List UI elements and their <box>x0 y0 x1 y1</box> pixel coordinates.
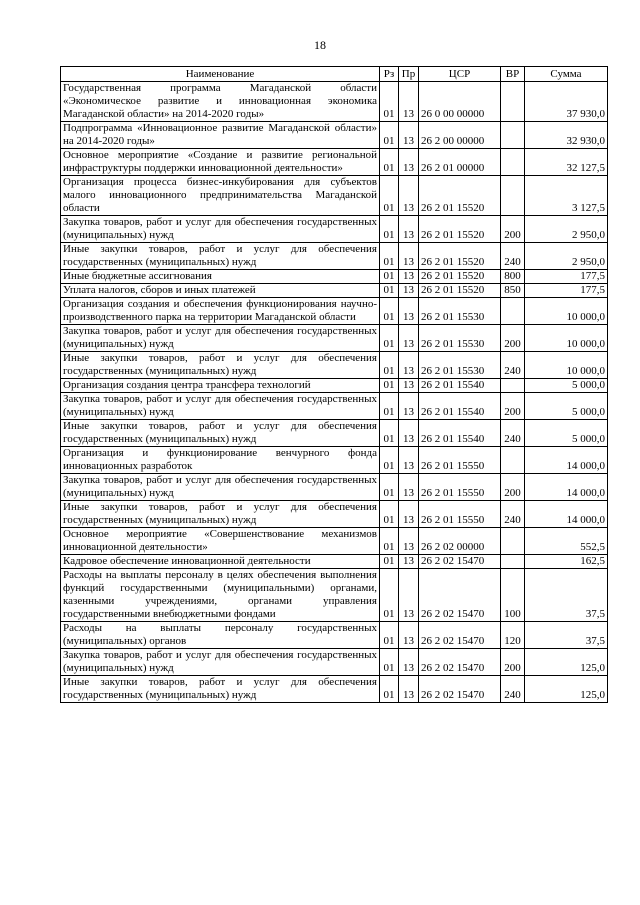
row-csr-cell: 26 2 02 15470 <box>419 676 501 703</box>
table-row <box>61 528 608 555</box>
row-sum-cell: 37 930,0 <box>525 82 608 122</box>
row-vr-cell: 800 <box>501 270 525 284</box>
row-name-cell: Иные закупки товаров, работ и услуг для обеспечения государственных (муниципальных) нужд <box>61 243 380 270</box>
row-csr-cell: 26 2 01 15520 <box>419 176 501 216</box>
row-sum-cell: 125,0 <box>525 649 608 676</box>
row-name-cell: Организация создания центра трансфера технологий <box>61 379 380 393</box>
row-vr-cell: 200 <box>501 325 525 352</box>
row-sum-cell: 10 000,0 <box>525 298 608 325</box>
row-csr-cell: 26 2 01 15550 <box>419 474 501 501</box>
table-row <box>61 122 608 149</box>
row-sum-cell: 162,5 <box>525 555 608 569</box>
row-vr-cell: 850 <box>501 284 525 298</box>
row-name-cell: Организация создания и обеспечения функционирования научно-производственного парка на территории Магаданской области <box>61 298 380 325</box>
row-pr-cell: 13 <box>399 352 419 379</box>
row-pr-cell: 13 <box>399 649 419 676</box>
row-name-cell: Иные закупки товаров, работ и услуг для обеспечения государственных (муниципальных) нужд <box>61 352 380 379</box>
row-pr-cell: 13 <box>399 528 419 555</box>
row-name-cell: Закупка товаров, работ и услуг для обеспечения государственных (муниципальных) нужд <box>61 325 380 352</box>
table-row <box>61 284 608 298</box>
table-row <box>61 569 608 622</box>
row-vr-cell <box>501 149 525 176</box>
table-row <box>61 447 608 474</box>
row-name-cell: Иные закупки товаров, работ и услуг для обеспечения государственных (муниципальных) нужд <box>61 501 380 528</box>
row-name-cell: Закупка товаров, работ и услуг для обеспечения государственных (муниципальных) нужд <box>61 393 380 420</box>
row-pr-cell: 13 <box>399 82 419 122</box>
row-name-cell: Закупка товаров, работ и услуг для обеспечения государственных (муниципальных) нужд <box>61 216 380 243</box>
row-name-cell: Организация процесса бизнес-инкубирования для субъектов малого инновационного предпринимательства Магаданской области <box>61 176 380 216</box>
row-csr-cell: 26 2 02 15470 <box>419 649 501 676</box>
row-csr-cell: 26 2 02 15470 <box>419 622 501 649</box>
row-pr-cell: 13 <box>399 325 419 352</box>
row-csr-cell: 26 2 01 15540 <box>419 420 501 447</box>
row-pr-cell: 13 <box>399 447 419 474</box>
row-name-cell: Организация и функционирование венчурного фонда инновационных разработок <box>61 447 380 474</box>
row-rz-cell: 01 <box>380 325 399 352</box>
row-name-cell: Иные закупки товаров, работ и услуг для обеспечения государственных (муниципальных) нужд <box>61 676 380 703</box>
row-rz-cell: 01 <box>380 379 399 393</box>
row-csr-cell: 26 2 01 15550 <box>419 447 501 474</box>
row-csr-cell: 26 2 01 15520 <box>419 284 501 298</box>
row-rz-cell: 01 <box>380 420 399 447</box>
row-sum-cell: 14 000,0 <box>525 501 608 528</box>
row-csr-cell: 26 2 01 15530 <box>419 298 501 325</box>
column-header-name: Наименование <box>61 67 380 82</box>
row-vr-cell <box>501 555 525 569</box>
table-row <box>61 474 608 501</box>
row-rz-cell: 01 <box>380 298 399 325</box>
row-sum-cell: 14 000,0 <box>525 447 608 474</box>
row-vr-cell: 200 <box>501 216 525 243</box>
row-name-cell: Иные закупки товаров, работ и услуг для обеспечения государственных (муниципальных) нужд <box>61 420 380 447</box>
row-csr-cell: 26 2 01 15520 <box>419 243 501 270</box>
row-vr-cell <box>501 122 525 149</box>
row-csr-cell: 26 2 01 15540 <box>419 393 501 420</box>
row-name-cell: Государственная программа Магаданской области «Экономическое развитие и инновационная экономика Магаданской области» на 2014-2020 годы» <box>61 82 380 122</box>
table-body <box>61 82 608 703</box>
row-name-cell: Расходы на выплаты персоналу государственных (муниципальных) органов <box>61 622 380 649</box>
row-rz-cell: 01 <box>380 82 399 122</box>
row-csr-cell: 26 0 00 00000 <box>419 82 501 122</box>
row-sum-cell: 2 950,0 <box>525 216 608 243</box>
row-name-cell: Иные бюджетные ассигнования <box>61 270 380 284</box>
row-vr-cell <box>501 176 525 216</box>
row-sum-cell: 5 000,0 <box>525 420 608 447</box>
row-pr-cell: 13 <box>399 393 419 420</box>
row-pr-cell: 13 <box>399 216 419 243</box>
row-vr-cell: 200 <box>501 649 525 676</box>
row-vr-cell: 240 <box>501 243 525 270</box>
column-header-sum: Сумма <box>525 67 608 82</box>
row-rz-cell: 01 <box>380 243 399 270</box>
budget-table <box>60 66 608 703</box>
table-row <box>61 270 608 284</box>
row-csr-cell: 26 2 00 00000 <box>419 122 501 149</box>
row-vr-cell <box>501 447 525 474</box>
row-sum-cell: 3 127,5 <box>525 176 608 216</box>
table-row <box>61 298 608 325</box>
row-vr-cell: 200 <box>501 474 525 501</box>
row-pr-cell: 13 <box>399 284 419 298</box>
row-sum-cell: 37,5 <box>525 569 608 622</box>
row-rz-cell: 01 <box>380 352 399 379</box>
row-rz-cell: 01 <box>380 501 399 528</box>
row-rz-cell: 01 <box>380 528 399 555</box>
row-sum-cell: 5 000,0 <box>525 393 608 420</box>
row-pr-cell: 13 <box>399 122 419 149</box>
row-csr-cell: 26 2 02 15470 <box>419 569 501 622</box>
table-row <box>61 420 608 447</box>
row-rz-cell: 01 <box>380 149 399 176</box>
row-pr-cell: 13 <box>399 176 419 216</box>
column-header-rz: Рз <box>380 67 399 82</box>
row-sum-cell: 177,5 <box>525 284 608 298</box>
row-csr-cell: 26 2 01 15540 <box>419 379 501 393</box>
row-pr-cell: 13 <box>399 243 419 270</box>
table-row <box>61 149 608 176</box>
table-row <box>61 82 608 122</box>
row-vr-cell <box>501 298 525 325</box>
row-pr-cell: 13 <box>399 569 419 622</box>
row-sum-cell: 177,5 <box>525 270 608 284</box>
table-row <box>61 676 608 703</box>
row-csr-cell: 26 2 01 15520 <box>419 270 501 284</box>
row-name-cell: Закупка товаров, работ и услуг для обеспечения государственных (муниципальных) нужд <box>61 649 380 676</box>
table-row <box>61 393 608 420</box>
row-rz-cell: 01 <box>380 569 399 622</box>
row-vr-cell <box>501 82 525 122</box>
row-csr-cell: 26 2 01 15530 <box>419 325 501 352</box>
row-rz-cell: 01 <box>380 270 399 284</box>
row-name-cell: Расходы на выплаты персоналу в целях обеспечения выполнения функций государственными (муниципальными) органами, казенными учреждениями, органами управления государственными внебюджетными фондами <box>61 569 380 622</box>
row-name-cell: Основное мероприятие «Создание и развитие региональной инфраструктуры поддержки инновационной деятельности» <box>61 149 380 176</box>
row-sum-cell: 37,5 <box>525 622 608 649</box>
row-sum-cell: 10 000,0 <box>525 325 608 352</box>
column-header-pr: Пр <box>399 67 419 82</box>
row-vr-cell: 200 <box>501 393 525 420</box>
table-row <box>61 649 608 676</box>
table-row <box>61 555 608 569</box>
row-name-cell: Уплата налогов, сборов и иных платежей <box>61 284 380 298</box>
table-row <box>61 243 608 270</box>
row-rz-cell: 01 <box>380 176 399 216</box>
row-rz-cell: 01 <box>380 649 399 676</box>
row-pr-cell: 13 <box>399 622 419 649</box>
row-pr-cell: 13 <box>399 474 419 501</box>
table-row <box>61 216 608 243</box>
row-sum-cell: 32 127,5 <box>525 149 608 176</box>
row-csr-cell: 26 2 01 15550 <box>419 501 501 528</box>
row-rz-cell: 01 <box>380 676 399 703</box>
table-row <box>61 176 608 216</box>
row-vr-cell: 240 <box>501 352 525 379</box>
row-name-cell: Кадровое обеспечение инновационной деятельности <box>61 555 380 569</box>
row-csr-cell: 26 2 02 00000 <box>419 528 501 555</box>
row-sum-cell: 552,5 <box>525 528 608 555</box>
row-pr-cell: 13 <box>399 270 419 284</box>
row-sum-cell: 14 000,0 <box>525 474 608 501</box>
row-rz-cell: 01 <box>380 474 399 501</box>
row-csr-cell: 26 2 02 15470 <box>419 555 501 569</box>
row-pr-cell: 13 <box>399 555 419 569</box>
table-header-row <box>61 67 608 82</box>
row-vr-cell: 120 <box>501 622 525 649</box>
row-vr-cell: 240 <box>501 501 525 528</box>
table-row <box>61 379 608 393</box>
row-csr-cell: 26 2 01 15530 <box>419 352 501 379</box>
row-vr-cell <box>501 379 525 393</box>
row-rz-cell: 01 <box>380 622 399 649</box>
row-rz-cell: 01 <box>380 447 399 474</box>
row-vr-cell: 240 <box>501 676 525 703</box>
row-name-cell: Подпрограмма «Инновационное развитие Магаданской области» на 2014-2020 годы» <box>61 122 380 149</box>
row-sum-cell: 125,0 <box>525 676 608 703</box>
row-rz-cell: 01 <box>380 216 399 243</box>
table-row <box>61 622 608 649</box>
row-csr-cell: 26 2 01 00000 <box>419 149 501 176</box>
row-pr-cell: 13 <box>399 420 419 447</box>
row-pr-cell: 13 <box>399 501 419 528</box>
row-sum-cell: 5 000,0 <box>525 379 608 393</box>
row-pr-cell: 13 <box>399 676 419 703</box>
row-name-cell: Закупка товаров, работ и услуг для обеспечения государственных (муниципальных) нужд <box>61 474 380 501</box>
row-pr-cell: 13 <box>399 379 419 393</box>
row-rz-cell: 01 <box>380 393 399 420</box>
row-sum-cell: 2 950,0 <box>525 243 608 270</box>
column-header-csr: ЦСР <box>419 67 501 82</box>
row-vr-cell: 100 <box>501 569 525 622</box>
row-name-cell: Основное мероприятие «Совершенствование механизмов инновационной деятельности» <box>61 528 380 555</box>
table-row <box>61 325 608 352</box>
row-vr-cell: 240 <box>501 420 525 447</box>
page-number: 18 <box>314 38 326 52</box>
row-csr-cell: 26 2 01 15520 <box>419 216 501 243</box>
table-row <box>61 352 608 379</box>
row-vr-cell <box>501 528 525 555</box>
column-header-vr: ВР <box>501 67 525 82</box>
row-sum-cell: 10 000,0 <box>525 352 608 379</box>
row-pr-cell: 13 <box>399 298 419 325</box>
row-rz-cell: 01 <box>380 122 399 149</box>
row-pr-cell: 13 <box>399 149 419 176</box>
row-rz-cell: 01 <box>380 555 399 569</box>
row-sum-cell: 32 930,0 <box>525 122 608 149</box>
row-rz-cell: 01 <box>380 284 399 298</box>
table-row <box>61 501 608 528</box>
